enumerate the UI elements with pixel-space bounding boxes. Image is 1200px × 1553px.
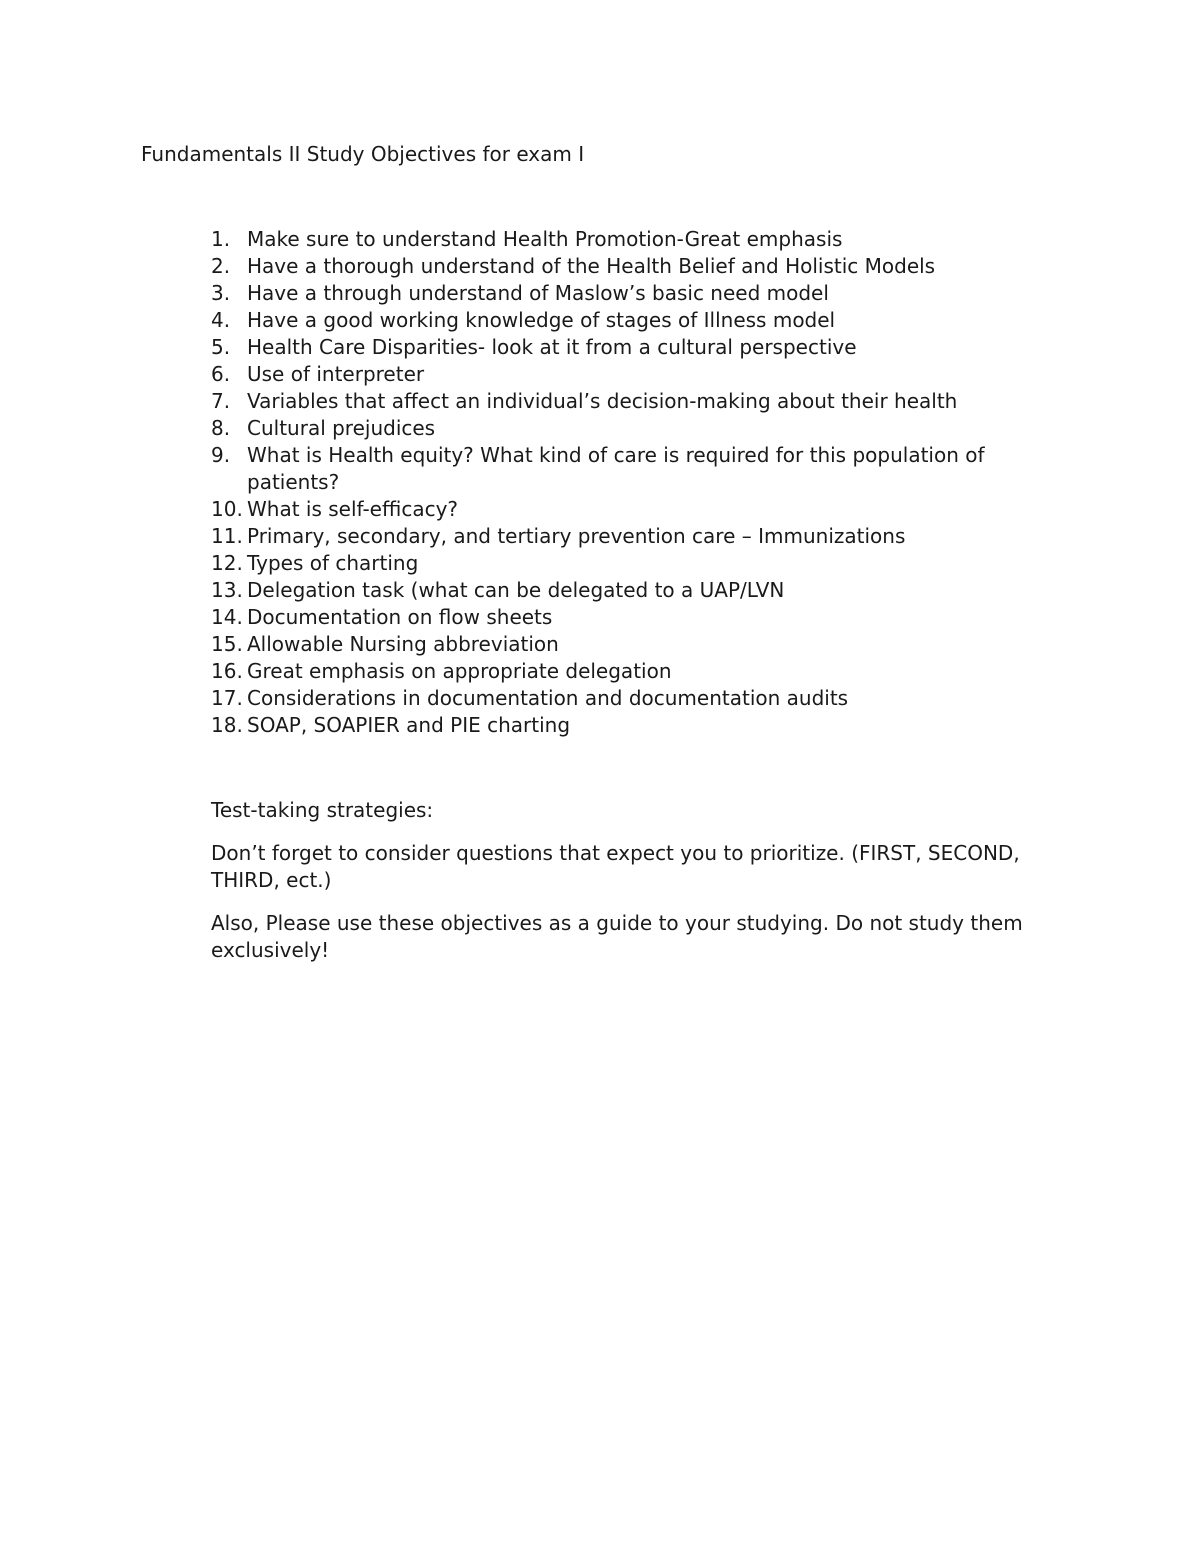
objective-text: Primary, secondary, and tertiary prevention care – Immunizations <box>247 524 906 548</box>
objective-item <box>211 226 1061 253</box>
test-taking-strategies-section <box>211 797 1061 980</box>
objective-number: 17. <box>211 686 243 710</box>
objective-number: 6. <box>211 362 231 386</box>
objective-number: 4. <box>211 308 231 332</box>
objective-item <box>211 280 1061 307</box>
objective-text: Have a thorough understand of the Health Belief and Holistic Models <box>247 254 936 278</box>
objective-text: Great emphasis on appropriate delegation <box>247 659 672 683</box>
objective-item <box>211 577 1061 604</box>
objective-text: Cultural prejudices <box>247 416 436 440</box>
objective-number: 15. <box>211 632 243 656</box>
objective-item <box>211 712 1061 739</box>
objective-text: Delegation task (what can be delegated to a UAP/LVN <box>247 578 785 602</box>
objectives-list <box>211 226 1061 739</box>
objective-item <box>211 685 1061 712</box>
objective-text: Use of interpreter <box>247 362 425 386</box>
objective-number: 1. <box>211 227 231 251</box>
objective-text: Have a through understand of Maslow’s basic need model <box>247 281 829 305</box>
objective-number: 3. <box>211 281 231 305</box>
objective-number: 18. <box>211 713 243 737</box>
objective-text: Types of charting <box>247 551 419 575</box>
objective-text: Variables that affect an individual’s decision-making about their health <box>247 389 958 413</box>
objective-text: Make sure to understand Health Promotion-Great emphasis <box>247 227 843 251</box>
objective-text: Health Care Disparities- look at it from a cultural perspective <box>247 335 857 359</box>
objective-item <box>211 523 1061 550</box>
objective-number: 13. <box>211 578 243 602</box>
objective-item <box>211 496 1061 523</box>
objective-item <box>211 442 1061 496</box>
objective-item <box>211 334 1061 361</box>
objective-text: SOAP, SOAPIER and PIE charting <box>247 713 571 737</box>
document-title: Fundamentals II Study Objectives for exam I <box>141 142 585 166</box>
objective-text: Considerations in documentation and documentation audits <box>247 686 849 710</box>
objective-item <box>211 253 1061 280</box>
objective-item <box>211 361 1061 388</box>
objective-item <box>211 307 1061 334</box>
objective-item <box>211 550 1061 577</box>
objective-text: Documentation on flow sheets <box>247 605 553 629</box>
objective-number: 8. <box>211 416 231 440</box>
objective-text: Allowable Nursing abbreviation <box>247 632 559 656</box>
strategies-paragraph-guide: Also, Please use these objectives as a guide to your studying. Do not study them exclusively! <box>211 911 1023 962</box>
objective-item <box>211 658 1061 685</box>
objective-number: 9. <box>211 443 231 467</box>
objective-item <box>211 388 1061 415</box>
objective-item <box>211 415 1061 442</box>
objective-text: What is Health equity? What kind of care is required for this population of patients? <box>247 443 985 494</box>
objective-text: Have a good working knowledge of stages of Illness model <box>247 308 836 332</box>
objective-number: 14. <box>211 605 243 629</box>
objective-item <box>211 631 1061 658</box>
objective-number: 5. <box>211 335 231 359</box>
objective-number: 11. <box>211 524 243 548</box>
objective-number: 10. <box>211 497 243 521</box>
objective-number: 2. <box>211 254 231 278</box>
strategies-paragraph-prioritize: Don’t forget to consider questions that expect you to prioritize. (FIRST, SECOND, THIRD, ect.) <box>211 841 1020 892</box>
objective-text: What is self-efficacy? <box>247 497 459 521</box>
objective-item <box>211 604 1061 631</box>
strategies-heading: Test-taking strategies: <box>211 798 434 822</box>
objective-number: 7. <box>211 389 231 413</box>
objective-number: 16. <box>211 659 243 683</box>
objective-number: 12. <box>211 551 243 575</box>
